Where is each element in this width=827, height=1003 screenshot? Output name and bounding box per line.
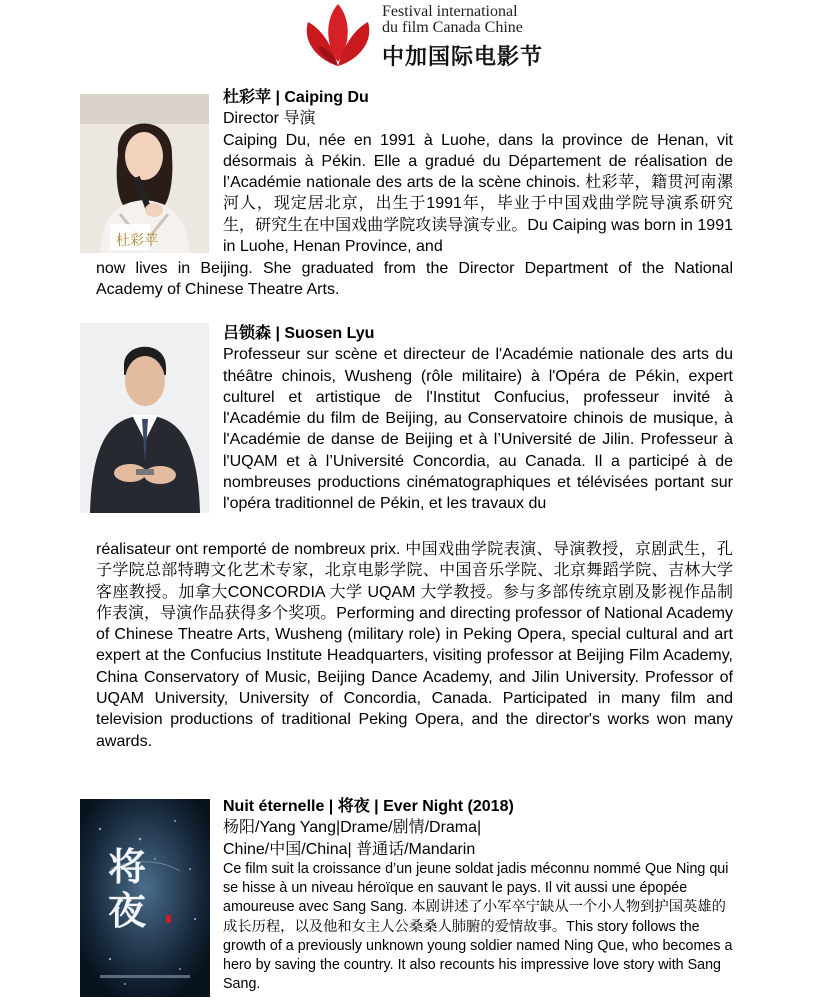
- film-meta-director-genre: 杨阳/Yang Yang|Drame/剧情/Drama|: [223, 819, 482, 837]
- poster-title: 将夜: [108, 844, 147, 933]
- person1-bio-continued: now lives in Beijing. She graduated from the Director Department of the National Academy of Chinese Theatre Arts.: [96, 260, 733, 299]
- person1-role: Director 导演: [223, 110, 316, 128]
- person1-bio: Caiping Du, née en 1991 à Luohe, dans la province de Henan, vit désormais à Pékin. Elle a gradué du Département de réalisation de l’Académie nationale des arts de la scène chinois. 杜彩苹，籍贯河南漯河人，现定居北京，出生于1991年，毕业于中国戏曲学院导演系研究生，研究生在中国戏曲学院攻读导演专业。Du Caiping was born in 1991 in Luohe, Henan Province, and: [223, 131, 733, 256]
- person2-name: 吕锁森 | Suosen Lyu: [223, 325, 375, 342]
- festival-name-fr: Festival international du film Canada Chine: [382, 3, 523, 36]
- film-synopsis: Ce film suit la croissance d’un jeune soldat jadis méconnu nommé Que Ning qui se hisse à un niveau héroïque en sauvant le pays. Il vit aussi une épopée amoureuse avec Sang Sang. 本剧讲述了小军卒宁缺从一个小人物到护国英雄的成长历程，以及他和女主人公桑桑人肺腑的爱情故事。This story follows the growth of a previously unknown young soldier named Ning Que, who becomes a hero by saving the country. It also recounts his impressive love story with Sang Sang.: [223, 860, 733, 993]
- petal-logo-icon: [298, 2, 378, 68]
- person1-name: 杜彩苹 | Caiping Du: [223, 89, 369, 106]
- film-meta-country-language: Chine/中国/China| 普通话/Mandarin: [223, 840, 476, 858]
- film-title: Nuit éternelle | 将夜 | Ever Night (2018): [223, 798, 514, 815]
- person2-bio: Professeur sur scène et directeur de l'Académie nationale des arts du théâtre chinois, Wusheng (rôle militaire) à l'Opéra de Pékin, expert culturel et artistique de l'Institut Confucius, professeur invité à l'Académie du film de Beijing, au Conservatoire chinois de musique, à l'Académie de danse de Beijing et à l’Université de Jilin. Professeur à l'UQAM et à l’Université Concordia, au Canada. Il a participé à de nombreuses productions cinématographiques et télévisées portant sur l'opéra traditionnel de Pékin, et les travaux du: [223, 346, 733, 513]
- person2-bio-continued: réalisateur ont remporté de nombreux prix. 中国戏曲学院表演、导演教授，京剧武生，孔子学院总部特聘文化艺术专家，北京电影学院、中国音乐学院、北京舞蹈学院、吉林大学客座教授。加拿大CONCORDIA 大学 UQAM 大学教授。参与多部传统京剧及影视作品制作表演，导演作品获得多个奖项。Performing and directing professor of National Academy of Chinese Theatre Arts, Wusheng (military role) in Peking Opera, special cultural and art expert at the Confucius Institute Headquarters, visiting professor at Beijing Film Academy, China Conservatory of Music, Beijing Dance Academy, and Jilin University. Professor of UQAM University, University of Concordia, Canada. Participated in many film and television productions of traditional Peking Opera, and the director's works won many awards.: [96, 541, 733, 750]
- film-poster: [80, 799, 210, 997]
- film-block: [223, 796, 733, 994]
- person2-block: [223, 323, 733, 515]
- photo-caption: 杜彩苹: [116, 233, 158, 249]
- person1-block: [223, 87, 733, 257]
- festival-logo: [298, 2, 544, 70]
- portrait-caiping-du: [80, 94, 209, 253]
- portrait-suosen-lyu: [80, 323, 209, 513]
- festival-name-cn: 中加国际电影节: [382, 45, 544, 70]
